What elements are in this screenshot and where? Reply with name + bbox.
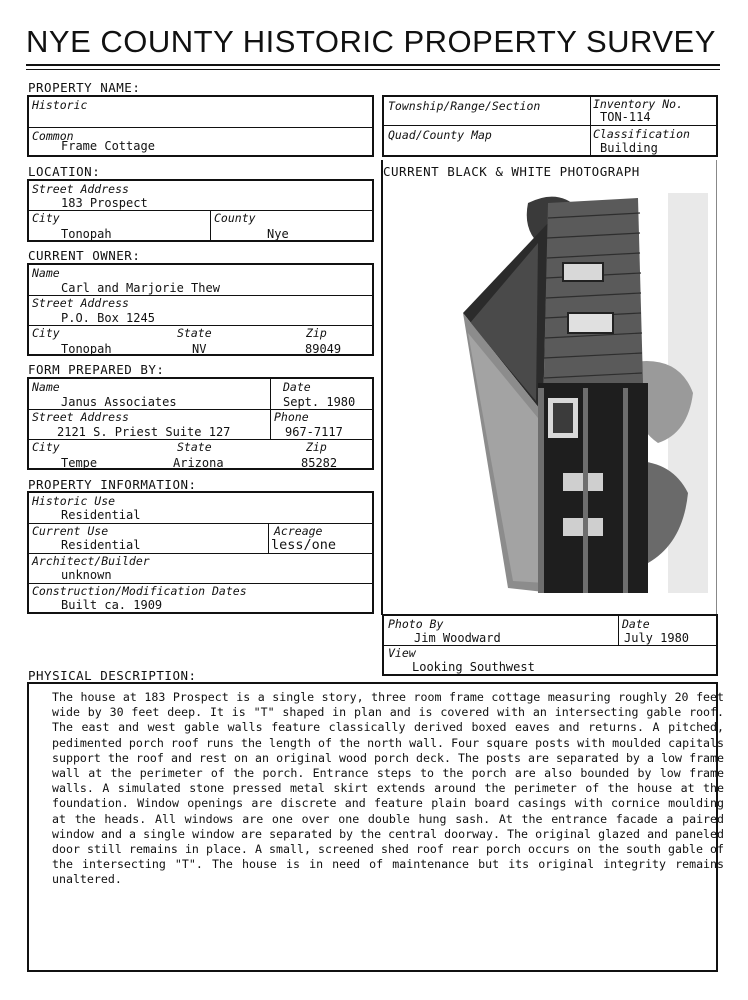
- owner-heading: CURRENT OWNER:: [28, 248, 141, 263]
- classification-value: Building: [600, 141, 658, 155]
- view-label: View: [388, 646, 416, 660]
- owner-state-value: NV: [192, 342, 207, 356]
- owner-name-value: Carl and Marjorie Thew: [61, 281, 220, 295]
- location-county-value: Nye: [267, 227, 289, 241]
- photo-info-box: [382, 614, 718, 676]
- preparer-date-value: Sept. 1980: [283, 395, 356, 409]
- architect-value: unknown: [61, 568, 112, 582]
- preparer-heading: FORM PREPARED BY:: [28, 362, 165, 377]
- architect-label: Architect/Builder: [32, 554, 150, 568]
- photo-column-right-rule: [716, 160, 717, 615]
- current-use-label: Current Use: [32, 524, 109, 538]
- location-heading: LOCATION:: [28, 164, 101, 179]
- title-rule-bottom: [26, 69, 720, 70]
- photo-column-left-rule: [381, 160, 383, 615]
- preparer-name-label: Name: [32, 380, 60, 394]
- view-value: Looking Southwest: [412, 660, 535, 674]
- house-photo-graphic: [388, 183, 715, 610]
- inventory-value: TON-114: [600, 110, 651, 124]
- preparer-date-label: Date: [283, 380, 311, 394]
- location-box: [27, 179, 374, 242]
- photo-heading: CURRENT BLACK & WHITE PHOTOGRAPH: [383, 164, 640, 179]
- physical-description-text: The house at 183 Prospect is a single story, three room frame cottage measuring roughly 20 feet wide by 30 feet deep. It is "T" shaped in plan and is covered with an intersecting gable roof. The east and west gable walls feature classically derived boxed eaves and returns. A pitched, pedimented porch roof runs the length of the north wall. Four square posts with moulded capitals support the roof and rest on an original wood porch deck. The posts are separated by a low frame wall at the perimeter of the porch. Entrance steps to the porch are also bounded by low frame walls. A simulated stone pressed metal skirt extends around the perimeter of the house at the foundation. Window openings are discrete and feature plain board casings with cornice moulding at the heads. All windows are one over one double hung sash. At the entrance facade a paired window and a single window are separated by the central doorway. The original glazed and paneled door still remains in place. A small, screened shed roof rear porch occurs on the south gable of the intersecting "T". The house is in need of maintenance but its original integrity remains unaltered.: [52, 690, 724, 887]
- house-photograph: [388, 183, 715, 610]
- common-label: Common: [32, 129, 74, 143]
- preparer-box: [27, 377, 374, 470]
- photo-by-value: Jim Woodward: [414, 631, 501, 645]
- survey-box: [382, 95, 718, 157]
- survey-title: NYE COUNTY HISTORIC PROPERTY SURVEY: [26, 24, 716, 59]
- location-city-value: Tonopah: [61, 227, 112, 241]
- preparer-phone-value: 967-7117: [285, 425, 343, 439]
- dates-label: Construction/Modification Dates: [32, 584, 247, 598]
- preparer-street-value: 2121 S. Priest Suite 127: [57, 425, 231, 439]
- inventory-label: Inventory No.: [593, 97, 684, 111]
- owner-box: [27, 263, 374, 356]
- dates-value: Built ca. 1909: [61, 598, 163, 612]
- current-use-value: Residential: [61, 538, 141, 552]
- property-name-heading: PROPERTY NAME:: [28, 80, 141, 95]
- property-name-box: [27, 95, 374, 157]
- preparer-phone-label: Phone: [274, 410, 309, 424]
- historic-use-value: Residential: [61, 508, 141, 522]
- owner-city-label: City: [32, 326, 60, 340]
- title-rule-top: [26, 64, 720, 66]
- preparer-zip-label: Zip: [306, 440, 327, 454]
- physical-heading: PHYSICAL DESCRIPTION:: [28, 668, 197, 683]
- owner-name-label: Name: [32, 266, 60, 280]
- info-heading: PROPERTY INFORMATION:: [28, 477, 197, 492]
- photo-date-label: Date: [622, 617, 650, 631]
- owner-street-value: P.O. Box 1245: [61, 311, 155, 325]
- owner-street-label: Street Address: [32, 296, 129, 310]
- historic-use-label: Historic Use: [32, 494, 116, 508]
- photo-date-value: July 1980: [624, 631, 690, 645]
- preparer-state-label: State: [177, 440, 212, 454]
- common-value: Frame Cottage: [61, 139, 155, 153]
- info-box: [27, 491, 374, 614]
- acreage-value: less/one: [271, 537, 337, 553]
- owner-zip-label: Zip: [306, 326, 327, 340]
- owner-zip-value: 89049: [305, 342, 342, 356]
- preparer-name-value: Janus Associates: [61, 395, 177, 409]
- preparer-city-label: City: [32, 440, 60, 454]
- location-street-value: 183 Prospect: [61, 196, 148, 210]
- location-street-label: Street Address: [32, 182, 129, 196]
- location-county-label: County: [214, 211, 256, 225]
- historic-label: Historic: [32, 98, 88, 112]
- preparer-street-label: Street Address: [32, 410, 129, 424]
- photo-by-label: Photo By: [388, 617, 444, 631]
- classification-label: Classification: [593, 127, 690, 141]
- quad-label: Quad/County Map: [388, 128, 492, 142]
- owner-state-label: State: [177, 326, 212, 340]
- owner-city-value: Tonopah: [61, 342, 112, 356]
- acreage-label: Acreage: [274, 524, 323, 538]
- preparer-zip-value: 85282: [301, 456, 338, 470]
- preparer-city-value: Tempe: [61, 456, 98, 470]
- location-city-label: City: [32, 211, 60, 225]
- preparer-state-value: Arizona: [173, 456, 224, 470]
- township-label: Township/Range/Section: [388, 99, 541, 113]
